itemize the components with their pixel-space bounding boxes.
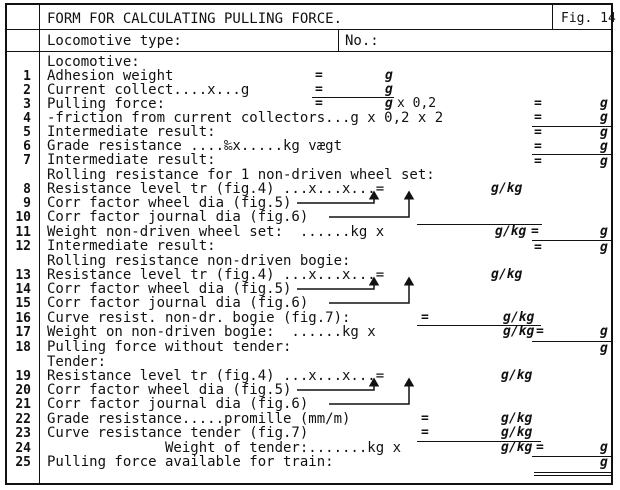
row-label: Resistance level tr (fig.4) ...x...x...= — [47, 368, 385, 384]
row-number: 8 — [23, 182, 31, 197]
row-label: Weight of tender:.......kg x — [165, 440, 402, 456]
section-rolling-wheelset: Rolling resistance for 1 non-driven wheel set: — [47, 167, 435, 183]
arrow-journal-dia — [329, 195, 409, 217]
row-label: Weight non-driven wheel set: ......kg x — [47, 224, 385, 240]
row-number: 4 — [23, 111, 31, 126]
row-number: 5 — [23, 125, 31, 140]
row-number: 9 — [23, 196, 31, 211]
equals-sign: = — [534, 125, 542, 140]
equals-sign: = — [534, 154, 542, 169]
section-locomotive: Locomotive: — [47, 54, 140, 70]
row-number: 13 — [15, 268, 31, 283]
unit-label: g — [600, 110, 608, 125]
row-label: Weight on non-driven bogie: ......kg x — [47, 324, 376, 340]
unit-label: g — [600, 96, 608, 111]
equals-sign: = — [315, 82, 323, 97]
unit-label: g/kg — [491, 267, 523, 282]
equals-sign: = — [315, 68, 323, 83]
row-label: Corr factor wheel dia (fig.5) — [47, 382, 292, 398]
row-label: Corr factor journal dia (fig.6) — [47, 209, 309, 225]
row-number: 14 — [15, 282, 31, 297]
equals-sign: = — [534, 139, 542, 154]
equals-sign: = — [534, 240, 542, 255]
unit-label: g — [385, 96, 393, 111]
unit-label: g/kg — [501, 411, 533, 426]
unit-label: g — [600, 154, 608, 169]
row-label: -friction from current collectors...g x 0,2 x 2 — [47, 110, 444, 126]
unit-label: g — [600, 139, 608, 154]
row-number: 18 — [15, 340, 31, 355]
unit-label: g/kg — [495, 224, 527, 239]
section-rolling-bogie: Rolling resistance non-driven bogie: — [47, 253, 351, 269]
equals-sign: = — [534, 110, 542, 125]
number-label: No.: — [345, 33, 379, 49]
row-number: 15 — [15, 296, 31, 311]
correction-arrows — [7, 5, 611, 483]
equals-sign: = — [531, 224, 539, 239]
multiplier: x 0,2 — [397, 96, 437, 111]
row-label: Corr factor journal dia (fig.6) — [47, 396, 309, 412]
row-label: Adhesion weight — [47, 68, 174, 84]
equals-sign: = — [421, 425, 429, 440]
equals-sign: = — [536, 324, 544, 339]
equals-sign: = — [421, 411, 429, 426]
row-number: 1 — [23, 69, 31, 84]
row-label: Resistance level tr (fig.4) ...x...x...= — [47, 267, 385, 283]
row-label: Curve resistance tender (fig.7) — [47, 425, 309, 441]
row-label: Intermediate result: — [47, 124, 216, 140]
unit-label: g — [600, 125, 608, 140]
unit-label: g — [600, 341, 608, 356]
row-label: Intermediate result: — [47, 238, 216, 254]
row-label: Grade resistance ....‰x.....kg vægt — [47, 138, 343, 154]
row-number: 19 — [15, 369, 31, 384]
arrow-journal-dia — [329, 382, 409, 404]
unit-label: g — [600, 440, 608, 455]
row-number: 7 — [23, 153, 31, 168]
pulling-force-form — [5, 3, 616, 485]
row-number: 17 — [15, 325, 31, 340]
row-number: 10 — [15, 210, 31, 225]
unit-label: g — [600, 224, 608, 239]
unit-label: g/kg — [491, 181, 523, 196]
form-title: FORM FOR CALCULATING PULLING FORCE. — [47, 11, 343, 27]
row-number: 22 — [15, 412, 31, 427]
row-label: Corr factor journal dia (fig.6) — [47, 295, 309, 311]
equals-sign: = — [315, 96, 323, 111]
row-number: 11 — [15, 225, 31, 240]
row-number: 20 — [15, 383, 31, 398]
unit-label: g/kg — [503, 310, 535, 325]
row-label: Grade resistance.....promille (mm/m) — [47, 411, 351, 427]
row-number: 24 — [15, 441, 31, 456]
equals-sign: = — [421, 310, 429, 325]
arrow-wheel-dia — [297, 281, 374, 289]
arrow-wheel-dia — [297, 382, 374, 390]
row-label: Pulling force without tender: — [47, 339, 292, 355]
equals-sign: = — [534, 96, 542, 111]
unit-label: g/kg — [503, 324, 535, 339]
row-number: 6 — [23, 139, 31, 154]
row-label: Intermediate result: — [47, 152, 216, 168]
unit-label: g — [600, 455, 608, 470]
row-number: 16 — [15, 311, 31, 326]
row-label: Resistance level tr (fig.4) ...x...x...= — [47, 181, 385, 197]
equals-sign: = — [536, 440, 544, 455]
row-number: 12 — [15, 239, 31, 254]
unit-label: g — [385, 82, 393, 97]
row-number: 3 — [23, 97, 31, 112]
row-label: Current collect....x...g — [47, 82, 250, 98]
unit-label: g/kg — [501, 368, 533, 383]
section-tender: Tender: — [47, 354, 107, 370]
row-label: Corr factor wheel dia (fig.5) — [47, 281, 292, 297]
row-label: Curve resist. non-dr. bogie (fig.7): — [47, 310, 351, 326]
row-label: Pulling force available for train: — [47, 454, 334, 470]
unit-label: g/kg — [501, 440, 533, 455]
row-label: Corr factor wheel dia (fig.5) — [47, 195, 292, 211]
unit-label: g/kg — [501, 425, 533, 440]
row-number: 2 — [23, 83, 31, 98]
unit-label: g — [600, 324, 608, 339]
row-number: 21 — [15, 397, 31, 412]
locomotive-type-label: Locomotive type: — [47, 33, 182, 49]
arrow-wheel-dia — [297, 195, 374, 203]
row-number: 25 — [15, 455, 31, 470]
row-number: 23 — [15, 426, 31, 441]
figure-label: Fig. 14 — [561, 11, 616, 26]
unit-label: g — [385, 68, 393, 83]
arrow-journal-dia — [329, 281, 409, 303]
unit-label: g — [600, 240, 608, 255]
row-label: Pulling force: — [47, 96, 166, 112]
